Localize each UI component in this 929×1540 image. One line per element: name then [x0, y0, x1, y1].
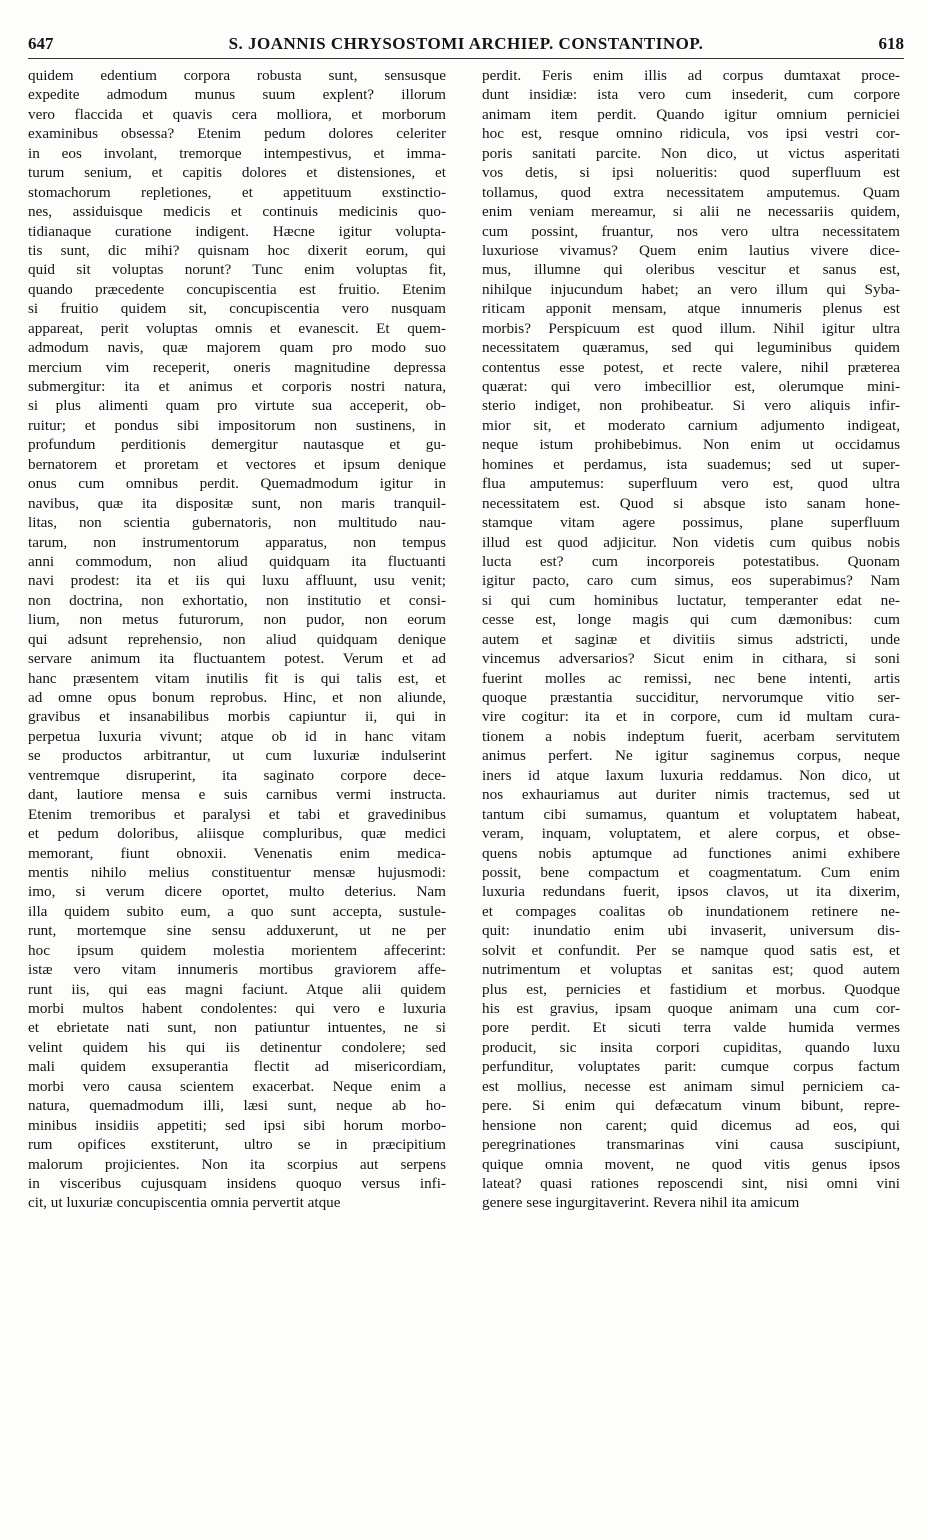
text-line: cesse est, longe magis qui cum dæmonibus: cum [482, 611, 900, 629]
text-line: perdit. Feris enim illis ad corpus dumtaxat proce- [482, 67, 900, 84]
text-line: velint quidem his qui iis detinentur condolere; sed [28, 1038, 446, 1056]
text-line: cit, ut luxuriæ concupiscentia omnia pervertit atque [28, 1194, 341, 1212]
right-text-column [482, 66, 900, 1526]
text-line: tis sunt, dic mihi? quisnam hoc dixerit eorum, qui [28, 241, 446, 259]
text-line: runt iis, qui eas magni faciunt. Atque alii quidem [28, 980, 446, 998]
text-line: dant, lautiore mensa e suis carnibus vermi instructa. [28, 786, 446, 804]
text-line: et compages coalitas ob inundationem retinere ne- [482, 902, 900, 920]
text-line: hensione non carent; quid dicemus ad eos, qui [482, 1116, 900, 1134]
text-line: ventremque disruperint, ita saginato corpore dece- [28, 766, 446, 784]
text-line: mus, illumne qui oleribus vescitur et sanus est, [482, 261, 900, 279]
text-line: vincemus adversarios? Sicut enim in cithara, si soni [482, 650, 900, 668]
text-line: tollamus, quod extra necessitatem amputemus. Quam [482, 183, 900, 201]
text-line: nihilque injucundum habet; an vero illum qui Syba- [482, 280, 900, 298]
text-line: ruitur; et pondus sibi impositorum non sustinens, in [28, 416, 446, 434]
text-line: si fruitio quidem sit, concupiscentia vero nusquam [28, 300, 446, 318]
text-line: malorum projicientes. Non ita scorpius aut serpens [28, 1155, 446, 1173]
text-line: anni commodum, non aliud quidquam ita fluctuanti [28, 552, 446, 570]
running-header [28, 28, 904, 59]
text-line: cum possint, fruantur, nos vero ultra necessitatem [482, 222, 900, 240]
text-line: et pedum doloribus, aliisque compluribus, quæ medici [28, 825, 446, 843]
text-line: expedite admodum munus suum explent? illorum [28, 86, 446, 104]
text-line: si qui cum hominibus luctatur, temperanter edat ne- [482, 591, 900, 609]
text-line: poris sanitati parcite. Non dico, ut victus asperitati [482, 144, 900, 162]
text-line: fuerint molles ac remissi, nec bene intenti, artis [482, 669, 900, 687]
text-line: autem et saginæ et divitiis simus adstricti, unde [482, 630, 900, 648]
text-line: hanc præsentem vitam inutilis fit is qui talis est, et [28, 669, 446, 687]
text-line: submergitur: ita et animus et corporis nostri natura, [28, 378, 446, 395]
text-line: perpetua luxuria vivunt; atque ob id in hanc vitam [28, 727, 446, 745]
text-line: enim veniam mereamur, si alii ne necessariis quidem, [482, 203, 900, 221]
text-line: igitur pacto, caro cum simus, eos superabimus? Nam [482, 572, 900, 590]
text-line: possit, bene compactum et coagmentatum. Cum enim [482, 863, 900, 881]
text-line: animam item perdit. Quando igitur omnium perniciei [482, 105, 900, 123]
text-line: tantum cibi sumamus, quantum et voluptatem habeat, [482, 805, 900, 823]
text-line: runt, mortemque sine sensu adduxerunt, ut ne per [28, 922, 446, 940]
text-line: mercium vim receperit, oneris magnitudine depressa [28, 358, 446, 376]
text-line: servare animum ita fluctuantem potest. Verum et ad [28, 650, 446, 668]
text-line: luxuriose vivamus? Quem enim lautius vivere dice- [482, 241, 900, 259]
text-line: Etenim tremoribus et paralysi et tabi et gravedinibus [28, 805, 446, 823]
text-line: tidianaque curatione indigent. Hæcne igitur volupta- [28, 222, 446, 240]
text-line: quens nobis aptumque ad functiones animi exhibere [482, 844, 900, 862]
text-line: stomachorum repletiones, et appetituum exstinctio- [28, 183, 446, 201]
text-line: admodum navis, quæ majorem quam pro modo suo [28, 339, 446, 357]
text-line: navibus, quæ ita dispositæ sunt, non maris tranquil- [28, 494, 446, 512]
text-line: se productos arbitrantur, ut cum luxuriæ indulserint [28, 747, 446, 765]
text-line: tarum, non instrumentorum apparatus, non tempus [28, 533, 446, 551]
text-line: natura, quemadmodum illi, læsi sunt, neque ab ho- [28, 1097, 446, 1115]
text-line: animus perfert. Ne igitur saginemus corpus, neque [482, 747, 900, 765]
text-line: pore perdit. Et sicuti terra valde humida vermes [482, 1019, 900, 1037]
text-line: et ebrietate nati sunt, non patiuntur intuentes, ne si [28, 1019, 446, 1037]
text-line: lateat? quasi rationes reposcendi sint, nisi omni vini [482, 1174, 900, 1192]
text-line: vire cogitur: ita et in corpore, cum id multam cura- [482, 708, 900, 726]
text-line: sterio indiget, non prohibeatur. Si vero aliquis infir- [482, 397, 900, 415]
text-line: vos detis, si ipsi nolueritis: quod superfluum est [482, 164, 900, 182]
text-line: flua amputemus: superfluum vero est, quod ultra [482, 475, 900, 493]
text-line: gravibus et insanabilibus morbis capiuntur ii, qui in [28, 708, 446, 726]
text-line: quando præcedente concupiscentia est fruitio. Etenim [28, 280, 446, 298]
text-line: homines et perdamus, ista suademus; sed ut super- [482, 455, 900, 473]
text-line: nutrimentum et voluptas et sanitas est; quod autem [482, 961, 900, 979]
text-line: hoc ipsum quidem molestia morientem affecerint: [28, 941, 446, 959]
text-line: genere sese ingurgitaverint. Revera nihil ita amicum [482, 1194, 800, 1212]
text-line: producit, sic insita corpori cupiditas, quando luxu [482, 1038, 900, 1056]
text-line: in visceribus cujusquam insidens quoquo versus infi- [28, 1174, 446, 1192]
text-line: stamque vitam agere possimus, plane superfluum [482, 514, 900, 532]
text-line: istæ vero vitam innumeris mortibus graviorem affe- [28, 961, 446, 979]
text-line: pere. Si enim qui defæcatum vinum bibunt, repre- [482, 1097, 900, 1115]
text-line: examinibus obsessa? Etenim pedum dolores celeriter [28, 125, 446, 143]
text-line: illud est quod adjicitur. Non videtis cum quibus nobis [482, 533, 900, 551]
text-line: riticam apponit mensam, atque innumeris plenus est [482, 300, 900, 318]
text-line: turum senium, et capitis dolores et distensiones, et [28, 164, 446, 182]
text-line: luxuria redundans fuerit, ipsos clavos, ut ita dixerim, [482, 883, 900, 901]
text-line: quique omnia movent, ne quod vitis genus ipsos [482, 1155, 900, 1173]
text-line: quidem edentium corpora robusta sunt, sensusque [28, 67, 446, 84]
text-line: mior sit, et moderato carnium adjumento indigeat, [482, 416, 900, 434]
text-line: veram, inquam, voluptatem, et alere corpus, et obse- [482, 825, 900, 843]
text-line: necessitatem quæramus, sed qui leguminibus quidem [482, 339, 900, 357]
text-line: navi prodest: ita et iis qui luxu affluunt, usu venit; [28, 572, 446, 590]
text-line: quærat: qui vero imbecillior est, olerumque mini- [482, 378, 900, 395]
text-line: qui adsunt reprehensio, non aliud quidquam denique [28, 630, 446, 648]
text-line: necessitatem est. Quod si absque isto sanam hone- [482, 494, 900, 512]
left-text-column [28, 66, 446, 1526]
text-line: quit: inundatio enim ubi invaserit, universum dis- [482, 922, 900, 940]
text-line: dunt insidiæ: ista vero cum insederit, cum corpore [482, 86, 900, 104]
text-line: peregrinationes transmarinas vini causa suscipiunt, [482, 1136, 900, 1154]
text-line: morbi multos habent condolentes: qui vero e luxuria [28, 1000, 446, 1017]
text-line: neque istum prohibebimus. Non enim ut occidamus [482, 436, 900, 454]
text-line: quid sit voluptas norunt? Tunc enim voluptas fit, [28, 261, 446, 279]
text-line: profundum perditionis demergitur nautasque et gu- [28, 436, 446, 454]
text-line: tionem a nobis indeptum fuerit, acerbam servitutem [482, 727, 900, 745]
text-line: ad omne opus bonum reprobus. Hinc, et non aliunde, [28, 689, 446, 706]
text-line: perfunditur, voluptates parit: cumque corpus factum [482, 1058, 900, 1076]
text-line: vero flaccida et quavis cera molliora, et morborum [28, 105, 446, 123]
page-number-right: 618 [878, 34, 904, 53]
text-line: mentis nihilo melius constituentur mensæ hujusmodi: [28, 863, 446, 881]
text-line: solvit et confundit. Per se namque quod satis est, et [482, 941, 900, 959]
text-line: rum opifices exstiterunt, ultro se in præcipitium [28, 1136, 446, 1154]
text-line: lucta est? cum incorporeis potestatibus. Quonam [482, 552, 900, 570]
text-line: quoque præstantia succiditur, nervorumque vitio ser- [482, 689, 900, 706]
text-line: est mollius, necesse est animam simul perniciem ca- [482, 1077, 900, 1095]
text-line: memorant, fiunt obnoxii. Venenatis enim medica- [28, 844, 446, 862]
text-line: appareat, perit voluptas omnis et evanescit. Et quem- [28, 319, 446, 337]
text-line: lium, non metus futurorum, non pudor, non eorum [28, 611, 446, 629]
text-line: si plus alimenti quam pro virtute sua acceperit, ob- [28, 397, 446, 415]
text-line: plus est, pernicies et fastidium et morbus. Quodque [482, 980, 900, 998]
text-line: imo, si verum dicere oportet, multo deterius. Nam [28, 883, 446, 901]
running-title: S. JOANNIS CHRYSOSTOMI ARCHIEP. CONSTANTINOP. [228, 34, 704, 53]
text-line: non doctrina, non exhortatio, non institutio et consi- [28, 591, 446, 609]
text-line: onus cum omnibus perdit. Quemadmodum igitur in [28, 475, 446, 493]
text-line: illa quidem subito eum, a quo sunt accepta, sustule- [28, 902, 446, 920]
text-line: morbi vero causa scientem exacerbat. Neque enim a [28, 1077, 446, 1095]
text-line: bernatorem et proretam et vectores et ipsum denique [28, 455, 446, 473]
text-line: litas, non scientia gubernatoris, non multitudo nau- [28, 514, 446, 532]
text-line: iners id atque laxum luxuria reddamus. Non dico, ut [482, 766, 900, 784]
text-line: nes, assiduisque medicis et continuis medicinis quo- [28, 203, 446, 221]
text-line: mali quidem exsuperantia flectit ad misericordiam, [28, 1058, 446, 1076]
text-line: contentus esse potest, et recte valere, nihil præterea [482, 358, 900, 376]
text-line: in eos involant, tremorque intempestivus, et imma- [28, 144, 446, 162]
text-line: morbis? Perspicuum est quod illum. Nihil igitur ultra [482, 319, 900, 337]
text-line: his est gravius, ipsam quoque animam una cum cor- [482, 1000, 900, 1017]
page-number-left: 647 [28, 34, 54, 53]
text-line: minibus insidiis appetiti; sed ipsi sibi horum morbo- [28, 1116, 446, 1134]
text-line: hoc est, resque omnino ridicula, vos ipsi vestri cor- [482, 125, 900, 143]
text-line: nos exhauriamus aut duriter nimis tractemus, sed ut [482, 786, 900, 804]
